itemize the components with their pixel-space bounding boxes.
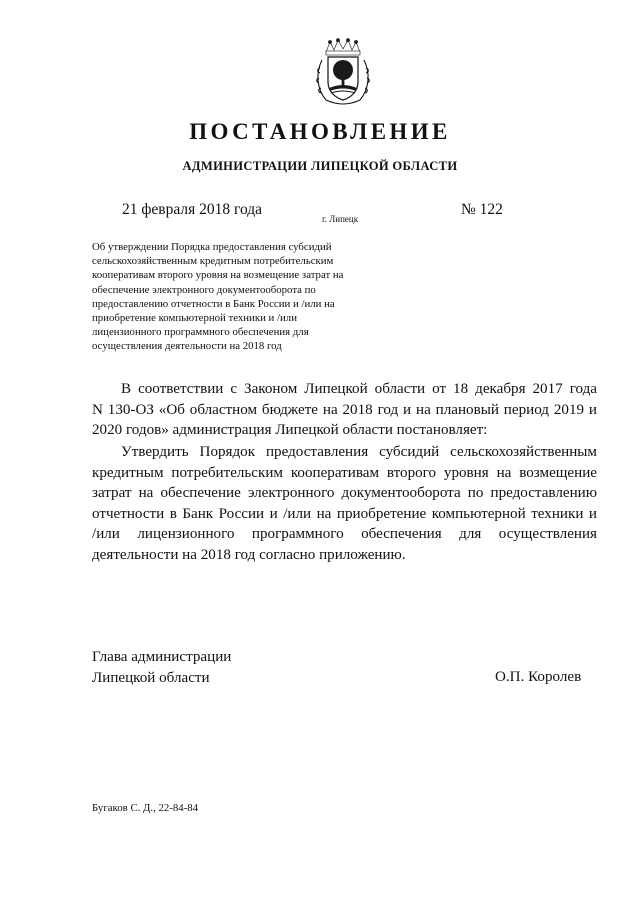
subject-line: обеспечение электронного документооборота по xyxy=(92,283,316,296)
signatory-position-line: Глава администрации xyxy=(92,649,232,665)
signatory-position-line: Липецкой области xyxy=(92,669,210,686)
document-issuer: АДМИНИСТРАЦИИ ЛИПЕЦКОЙ ОБЛАСТИ xyxy=(182,159,458,173)
subject-line: сельскохозяйственным кредитным потребительским xyxy=(92,255,334,268)
paragraph-line: В соответствии с Законом Липецкой области от 18 декабря 2017 года xyxy=(121,381,597,397)
document-number: № 122 xyxy=(461,201,503,218)
document-subject xyxy=(92,240,392,354)
signatory-name: О.П. Королев xyxy=(495,669,582,685)
paragraph-line: Утвердить Порядок предоставления субсидий сельскохозяйственным xyxy=(121,444,597,460)
paragraph-line: N 130-ОЗ «Об областном бюджете на 2018 год и на плановый период 2019 и xyxy=(92,401,597,418)
paragraph-line: отчетности в Банк России и /или на приобретение компьютерной техники и xyxy=(92,505,597,522)
subject-line: лицензионного программного обеспечения для xyxy=(92,326,309,339)
paragraph-line: затрат на обеспечение электронного документооборота по предоставлению xyxy=(92,485,597,502)
subject-line: осуществления деятельности на 2018 год xyxy=(92,340,282,353)
paragraph-resolution xyxy=(92,442,597,566)
subject-line: кооперативам второго уровня на возмещение затрат на xyxy=(92,269,344,282)
signatory-position xyxy=(92,647,231,688)
paragraph-line: 2020 годов» администрация Липецкой области постановляет: xyxy=(92,422,488,439)
subject-line: предоставлению отчетности в Банк России и /или на xyxy=(92,297,335,310)
executor-contact: Бугаков С. Д., 22-84-84 xyxy=(92,802,199,814)
paragraph-line: кредитным потребительским кооперативам второго уровня на возмещение xyxy=(92,464,597,481)
document-date: 21 февраля 2018 года xyxy=(122,201,263,218)
paragraph-line: /или лицензионного программного обеспечения для осуществления xyxy=(92,526,597,543)
paragraph-preamble xyxy=(92,379,597,441)
subject-line: приобретение компьютерной техники и /или xyxy=(92,312,297,325)
coat-of-arms-icon xyxy=(312,38,374,110)
document-title: ПОСТАНОВЛЕНИЕ xyxy=(189,119,451,144)
paragraph-line: деятельности на 2018 год согласно приложению. xyxy=(92,546,406,563)
document-city: г. Липецк xyxy=(322,214,359,224)
subject-line: Об утверждении Порядка предоставления субсидий xyxy=(92,241,332,253)
